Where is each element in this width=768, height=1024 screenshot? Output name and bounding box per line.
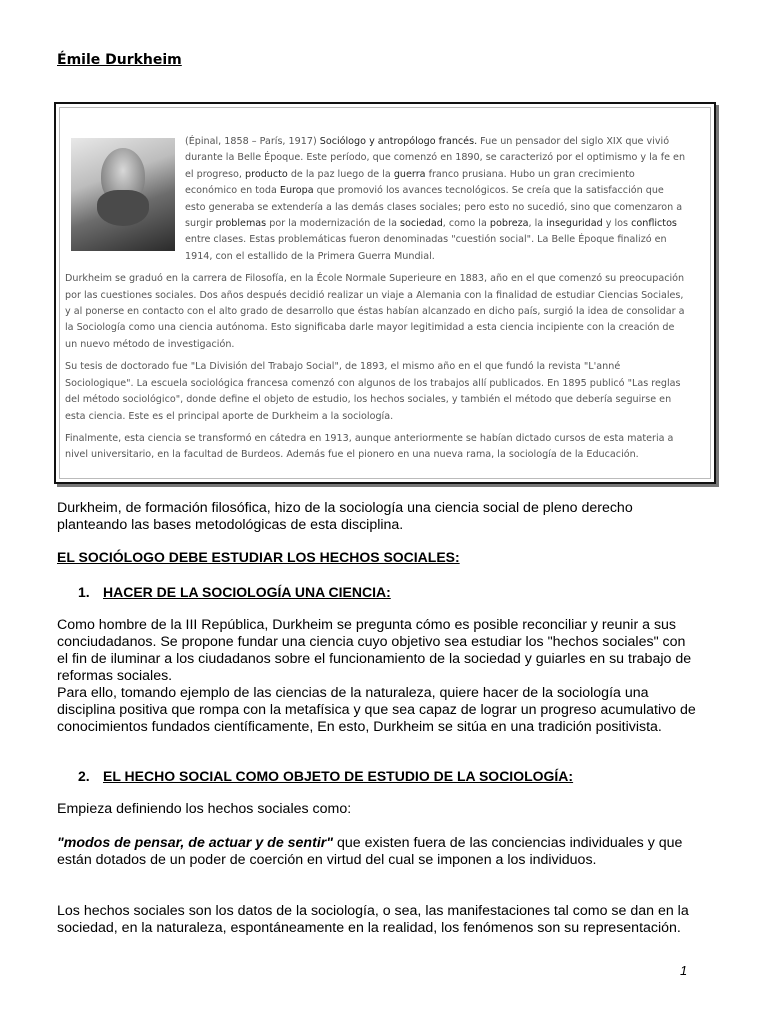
section-label: HACER DE LA SOCIOLOGÍA UNA CIENCIA: (103, 584, 391, 600)
biography-paragraph-4: Finalmente, esta ciencia se transformó en cátedra en 1913, aunque anteriormente se habían dictado cursos de esta materia a nivel universitario, en la facultad de Burdeos. Además fue el pionero en una nueva rama, la sociología de la Educación. (65, 432, 674, 461)
definition-paragraph: "modos de pensar, de actuar y de sentir" que existen fuera de las conciencias individuales y que están dotados de un poder de coerción en virtud del cual se imponen a los individuos. (57, 835, 683, 868)
section-number: 2. (78, 768, 90, 784)
section-heading-1 (78, 584, 391, 600)
section-label: EL HECHO SOCIAL COMO OBJETO DE ESTUDIO DE LA SOCIOLOGÍA: (103, 768, 574, 784)
main-heading: EL SOCIÓLOGO DEBE ESTUDIAR LOS HECHOS SOCIALES: (57, 549, 460, 565)
section1-paragraph-2: Para ello, tomando ejemplo de las ciencias de la naturaleza, quiere hacer de la sociología una disciplina positiva que rompa con la metafísica y que sea capaz de lograr un progreso acumulativo de conocimientos fundados científicamente, En esto, Durkheim se sitúa en una tradición positivista. (57, 685, 696, 735)
biography-paragraph-3: Su tesis de doctorado fue "La División del Trabajo Social", de 1893, el mismo año en el que fundó la revista "L'anné Sociologique". La escuela sociológica francesa comenzó con algunos de los trabajos allí publicados. En 1895 publicó "Las reglas del método sociológico", donde define el objeto de estudio, los hechos sociales, y también el método que debería seguirse en esta ciencia. Este es el principal aporte de Durkheim a la sociología. (65, 361, 681, 422)
definition-quote: "modos de pensar, de actuar y de sentir" (57, 835, 334, 851)
section-heading-2 (78, 768, 573, 784)
section2-paragraph-1: Empieza definiendo los hechos sociales como: (57, 801, 352, 817)
biography-paragraph-2: Durkheim se graduó en la carrera de Filosofía, en la École Normale Superieure en 1883, año en el que comenzó su preocupación por las cuestiones sociales. Dos años después decidió realizar un viaje a Alemania con la finalidad de estudiar Ciencias Sociales, y al ponerse en contacto con el alto grado de desarrollo que éstas habían alcanzado en dicho país, surgió la idea de consolidar a la Sociología como una ciencia autónoma. Esto significaba darle mayor legitimidad a esta ciencia incipiente con la creación de un nuevo método de investigación. (65, 273, 685, 350)
biography-paragraph-1: (Épinal, 1858 – París, 1917) Sociólogo y antropólogo francés. Fue un pensador del siglo XIX que vivió durante la Belle Époque. Este período, que comenzó en 1890, se caracterizó por el optimismo y la fe en el progreso, producto de la paz luego de la guerra franco prusiana. Hubo un gran crecimiento económico en toda Europa que promovió los avances tecnológicos. Se creía que la satisfacción que esto generaba se extendería a las demás clases sociales; pero esto no sucedió, sino que comenzaron a surgir problemas por la modernización de la sociedad, como la pobreza, la inseguridad y los conflictos entre clases. Estas problemáticas fueron denominadas "cuestión social". La Belle Époque finalizó en 1914, con el estallido de la Primera Guerra Mundial. (185, 136, 686, 262)
biography-box (54, 102, 716, 484)
intro-paragraph: Durkheim, de formación filosófica, hizo de la sociología una ciencia social de pleno derecho planteando las bases metodológicas de esta disciplina. (57, 500, 633, 533)
section2-paragraph-3: Los hechos sociales son los datos de la sociología, o sea, las manifestaciones tal como se dan en la sociedad, en la naturaleza, espontáneamente en la realidad, los fenómenos son su representación. (57, 903, 689, 936)
portrait-photo (71, 138, 175, 251)
section1-paragraph-1: Como hombre de la III República, Durkheim se pregunta cómo es posible reconciliar y reunir a sus conciudadanos. Se propone fundar una ciencia cuyo objetivo sea estudiar los "hechos sociales" con el fin de iluminar a los ciudadanos sobre el funcionamiento de la sociedad y guiarles en su trabajo de reformas sociales. (57, 617, 692, 684)
biography-content (59, 107, 711, 479)
section-number: 1. (78, 584, 90, 600)
page-number: 1 (680, 963, 688, 978)
document-title: Émile Durkheim (57, 52, 182, 68)
